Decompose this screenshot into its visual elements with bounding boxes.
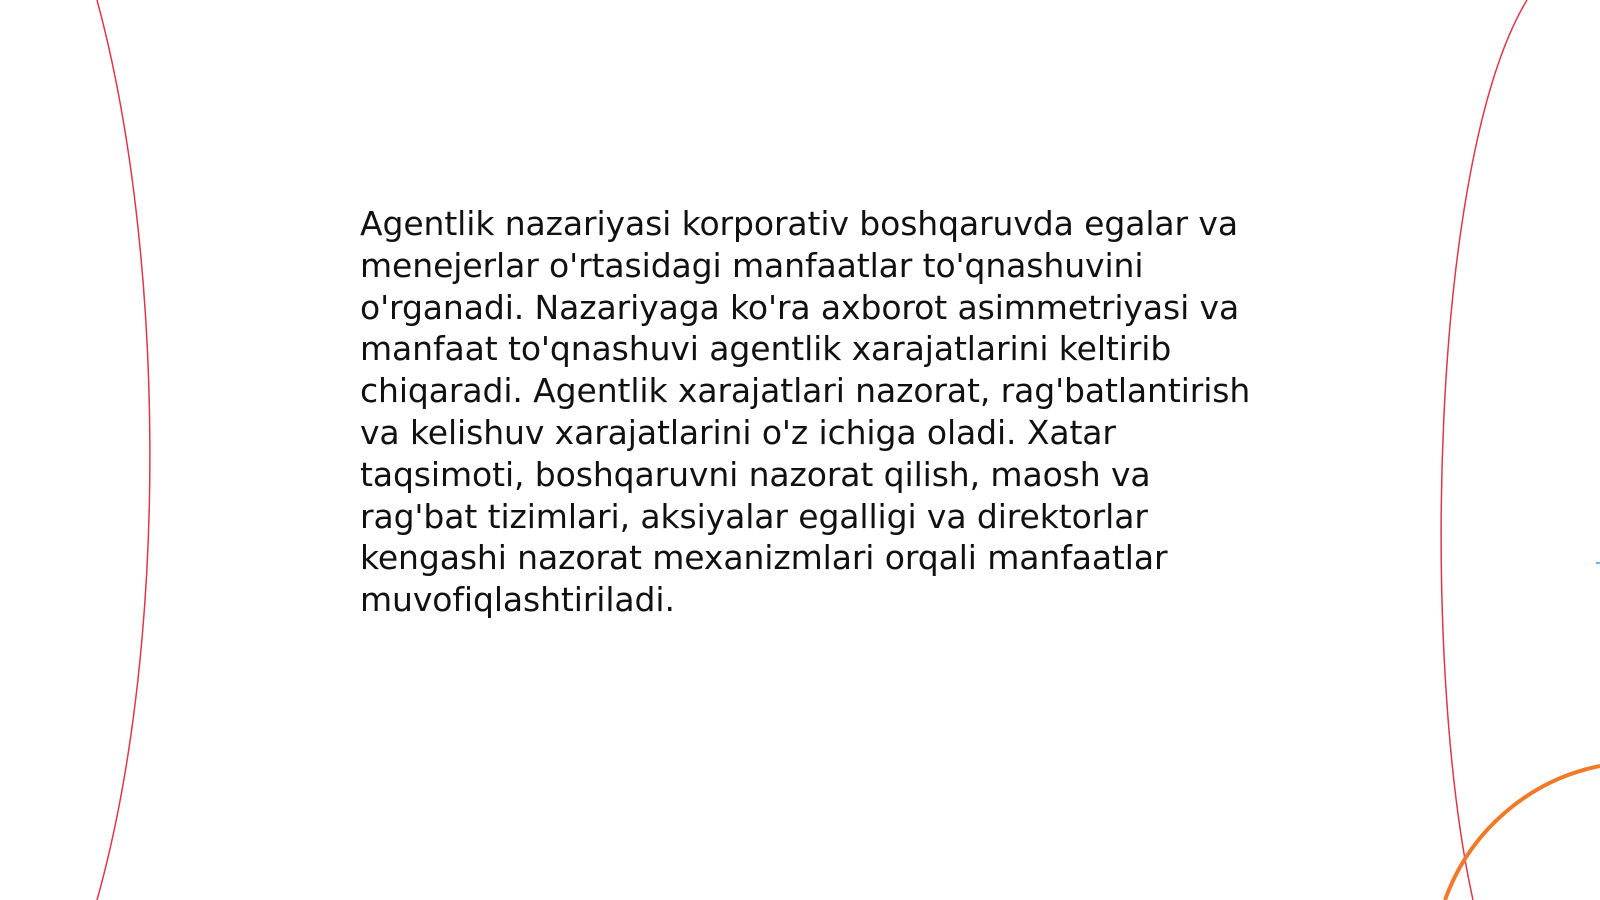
left-curve-line (97, 0, 150, 900)
paragraph-line: manfaat to'qnashuvi agentlik xarajatlarini keltirib (360, 329, 1172, 369)
paragraph-line: menejerlar o'rtasidagi manfaatlar to'qnashuvini (360, 245, 1144, 285)
body-paragraph (360, 203, 1260, 621)
paragraph-line: rag'bat tizimlari, aksiyalar egalligi va direktorlar (360, 496, 1148, 536)
paragraph-line: kengashi nazorat mexanizmlari orqali manfaatlar (360, 538, 1168, 578)
paragraph-line: va kelishuv xarajatlarini o'z ichiga oladi. Xatar (360, 412, 1116, 452)
paragraph-line: muvofiqlashtiriladi. (360, 580, 675, 620)
paragraph-line: chiqaradi. Agentlik xarajatlari nazorat, rag'batlantirish (360, 371, 1251, 411)
right-curve-line (1441, 0, 1527, 900)
paragraph-line: Agentlik nazariyasi korporativ boshqaruvda egalar va (360, 204, 1238, 243)
paragraph-line: taqsimoti, boshqaruvni nazorat qilish, maosh va (360, 454, 1151, 494)
paragraph-line: o'rganadi. Nazariyaga ko'ra axborot asimmetriyasi va (360, 287, 1240, 327)
